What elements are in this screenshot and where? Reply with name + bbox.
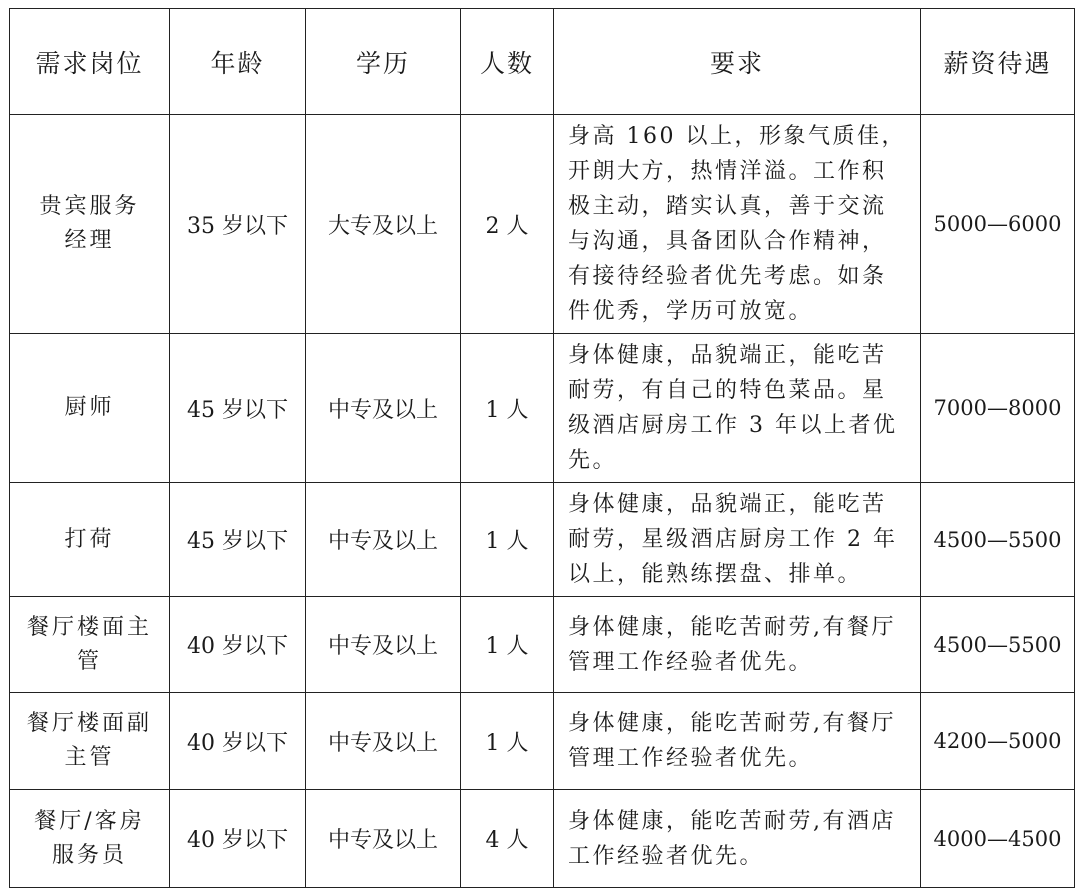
salary-cell: 4200—5000 [921, 693, 1075, 790]
requirements-cell: 身高 160 以上，形象气质佳，开朗大方，热情洋溢。工作积极主动，踏实认真，善于交流与沟通，具备团队合作精神，有接待经验者优先考虑。如条件优秀，学历可放宽。 [554, 115, 921, 334]
position-line1: 餐厅楼面主 [26, 614, 152, 640]
table-row [10, 693, 1075, 790]
salary-cell: 4500—5500 [921, 597, 1075, 693]
position-cell [10, 597, 170, 693]
position-line1: 厨师 [64, 395, 115, 420]
position-line1: 贵宾服务 [39, 194, 140, 219]
position-line2: 主管 [64, 745, 115, 770]
salary-cell: 4000—4500 [921, 790, 1075, 888]
position-line1: 打荷 [64, 526, 115, 552]
header-position: 需求岗位 [10, 9, 170, 115]
education-cell: 中专及以上 [306, 483, 461, 597]
count-cell: 1 人 [461, 597, 554, 693]
education-cell: 中专及以上 [306, 597, 461, 693]
header-age: 年龄 [170, 9, 306, 115]
education-cell: 中专及以上 [306, 693, 461, 790]
position-cell [10, 334, 170, 483]
position-line2: 服务员 [51, 842, 127, 868]
requirements-cell: 身体健康，品貌端正，能吃苦耐劳，有自己的特色菜品。星级酒店厨房工作 3 年以上者优先。 [554, 334, 921, 483]
table-row [10, 483, 1075, 597]
header-education: 学历 [306, 9, 461, 115]
education-cell: 大专及以上 [306, 115, 461, 334]
header-salary: 薪资待遇 [921, 9, 1075, 115]
position-line1: 餐厅楼面副 [26, 711, 152, 736]
requirements-cell: 身体健康，能吃苦耐劳,有酒店工作经验者优先。 [554, 790, 921, 888]
requirements-cell: 身体健康，品貌端正，能吃苦耐劳，星级酒店厨房工作 2 年以上，能熟练摆盘、排单。 [554, 483, 921, 597]
count-cell: 1 人 [461, 334, 554, 483]
position-line2: 经理 [64, 228, 115, 253]
table-row [10, 597, 1075, 693]
requirements-cell: 身体健康，能吃苦耐劳,有餐厅管理工作经验者优先。 [554, 597, 921, 693]
header-row [10, 9, 1075, 115]
position-cell [10, 790, 170, 888]
table-row [10, 790, 1075, 888]
count-cell: 4 人 [461, 790, 554, 888]
count-cell: 2 人 [461, 115, 554, 334]
age-cell: 45 岁以下 [170, 334, 306, 483]
age-cell: 40 岁以下 [170, 790, 306, 888]
age-cell: 40 岁以下 [170, 597, 306, 693]
requirements-cell: 身体健康，能吃苦耐劳,有餐厅管理工作经验者优先。 [554, 693, 921, 790]
salary-cell: 4500—5500 [921, 483, 1075, 597]
table-row [10, 115, 1075, 334]
header-requirements: 要求 [554, 9, 921, 115]
age-cell: 40 岁以下 [170, 693, 306, 790]
position-cell [10, 693, 170, 790]
salary-cell: 7000—8000 [921, 334, 1075, 483]
position-cell [10, 115, 170, 334]
position-cell [10, 483, 170, 597]
salary-cell: 5000—6000 [921, 115, 1075, 334]
position-line2: 管 [76, 648, 102, 674]
age-cell: 35 岁以下 [170, 115, 306, 334]
age-cell: 45 岁以下 [170, 483, 306, 597]
education-cell: 中专及以上 [306, 790, 461, 888]
header-count: 人数 [461, 9, 554, 115]
table-row [10, 334, 1075, 483]
recruitment-table [9, 8, 1075, 888]
count-cell: 1 人 [461, 483, 554, 597]
education-cell: 中专及以上 [306, 334, 461, 483]
count-cell: 1 人 [461, 693, 554, 790]
position-line1: 餐厅/客房 [34, 808, 145, 834]
